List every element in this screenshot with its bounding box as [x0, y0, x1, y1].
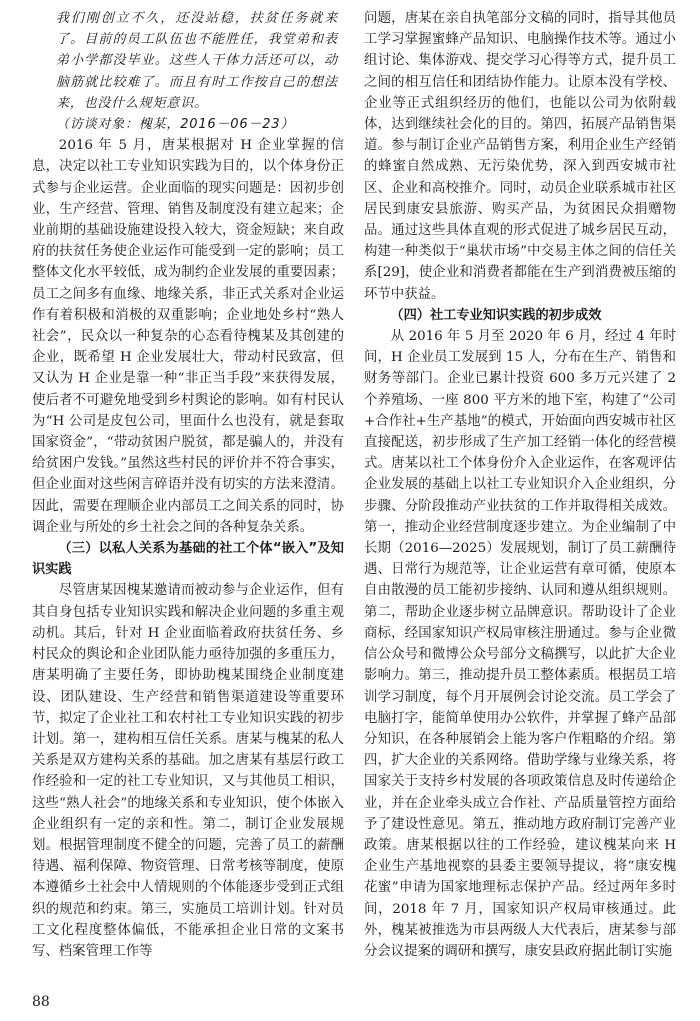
section-heading: （三）以私人关系为基础的社工个体“嵌入”及知识实践: [32, 541, 344, 578]
quote-citation: （访谈对象：槐某，2016－06－23）: [56, 117, 295, 133]
quote-text: 我们刚创立不久，还没站稳，扶贫任务就来了。目前的员工队伍也不能胜任，我堂弟和表弟小学都没毕业。这些人干体力活还可以，动脑筋就比较难了。而且有时工作按自己的想法来，也没什么规矩意识。: [56, 11, 338, 111]
page-number: 88: [32, 994, 50, 1010]
right-column: [364, 8, 676, 962]
body-paragraph: 2016 年 5 月，唐某根据对 H 企业掌握的信息，决定以社工专业知识实践为目的，以个体身份正式参与企业运营。企业面临的现实问题是：因初步创业，生产经营、管理、销售及制度没有建立起来；企业前期的基础设施建设投入较大，资金短缺；来自政府的扶贫任务使企业运作可能受到一定的影响；员工整体文化水平较低，成为制约企业发展的重要因素；员工之间多有血缘、地缘关系，非正式关系对企业运作有着积极和消极的双重影响；企业地处乡村“熟人社会”，民众以一种复杂的心态看待槐某及其创建的企业，既希望 H 企业发展壮大，带动村民致富，但又认为 H 企业是靠一种“非正当手段”来获得发展，使后者不可避免地受到乡村舆论的影响。如有村民认为“H 公司是皮包公司，里面什么也没有，就是套取国家资金”，“带动贫困户脱贫，都是骗人的，并没有给贫困户发钱。”虽然这些村民的评价并不符合事实，但企业面对这些闲言碎语并没有切实的方法来澄清。因此，需要在理顺企业内部员工之间关系的同时，协调企业与所处的乡土社会之间的各种复杂关系。: [32, 138, 344, 535]
interview-quote: [56, 8, 338, 135]
body-paragraph-continued: 问题，唐某在亲自执笔部分文稿的同时，指导其他员工学习掌握蜜蜂产品知识、电脑操作技术等。通过小组讨论、集体游戏、提交学习心得等方式，提升员工之间的相互信任和团结协作能力。让原本没有学校、企业等正式组织经历的他们，也能以公司为依附载体，达到继续社会化的目的。第四，拓展产品销售渠道。参与制订企业产品销售方案，利用企业生产经销的蜂蜜自然成熟、无污染优势，深入到西安城市社区、企业和高校推介。同时，动员企业联系城市社区居民到康安县旅游、购买产品，为贫困民众捐赠物品。通过这些具体直观的形式促进了城乡居民互动，构建一种类似于“巢状市场”中交易主体之间的信任关系[29]，使企业和消费者都能在生产到消费被压缩的环节中获益。: [364, 11, 676, 302]
body-paragraph: 尽管唐某因槐某邀请而被动参与企业运作，但有其自身包括专业知识实践和解决企业问题的多重主观动机。其后，针对 H 企业面临着政府扶贫任务、乡村民众的舆论和企业团队能力亟待加强的多重压力，唐某明确了主要任务，即协助槐某围绕企业制度建设、团队建设、生产经营和销售渠道建设等重要环节，拟定了企业社工和农村社工专业知识实践的初步计划。第一，建构相互信任关系。唐某与槐某的私人关系是双方建构关系的基础。加之唐某有基层行政工作经验和一定的社工专业知识，又与其他员工相识，这些“熟人社会”的地缘关系和专业知识，使个体嵌入企业组织有一定的亲和性。第二，制订企业发展规划。根据管理制度不健全的问题，完善了员工的薪酬待遇、福利保障、物资管理、日常考核等制度，使原本遵循乡土社会中人情规则的个体能逐步受到正式组织的规范和约束。第三，实施员工培训计划。针对员工文化程度整体偏低，不能承担企业日常的文案书写、档案管理工作等: [32, 583, 344, 959]
section-heading: （四）社工专业知识实践的初步成效: [390, 307, 602, 323]
left-column: [32, 8, 344, 962]
body-paragraph: 从 2016 年 5 月至 2020 年 6 月，经过 4 年时间，H 企业员工发展到 15 人，分布在生产、销售和财务等部门。企业已累计投资 600 多万元兴建了 2 个养殖场、一座 800 平方米的地下室，构建了“公司+合作社+生产基地”的模式，开始面向西安城市社区直接配送，初步形成了生产加工经销一体化的经营模式。唐某以社工个体身份介入企业运作，在客观评估企业发展的基础上以社工专业知识介入企业组织，分步骤、分阶段推动产业扶贫的工作并取得相关成效。第一，推动企业经营制度逐步建立。为企业编制了中长期（2016—2025）发展规划，制订了员工薪酬待遇、日常行为规范等，让企业运营有章可循，使原本自由散漫的员工能初步接纳、认同和遵从组织规则。第二，帮助企业逐步树立品牌意识。帮助设计了企业商标，经国家知识产权局审核注册通过。参与企业微信公众号和微博公众号部分文稿撰写，以此扩大企业影响力。第三，推动提升员工整体素质。根据员工培训学习制度，每个月开展例会讨论交流。员工学会了电脑打字，能简单使用办公软件，并掌握了蜂产品部分知识，在各种展销会上能为客户作粗略的介绍。第四，扩大企业的关系网络。借助学缘与业缘关系，将国家关于支持乡村发展的各项政策信息及时传递给企业，并在企业牵头成立合作社、产品质量管控方面给予了建设性意见。第五，推动地方政府制订完善产业政策。唐某根据以往的工作经验，建议槐某向来 H 企业生产基地视察的县委主要领导提议，将“康安槐花蜜”申请为国家地理标志保护产品。经过两年多时间，2018 年 7 月，国家知识产权局审核通过。此外，槐某被推选为市县两级人大代表后，唐某参与部分会议提案的调研和撰写，康安县政府据此制订实施: [364, 329, 676, 959]
